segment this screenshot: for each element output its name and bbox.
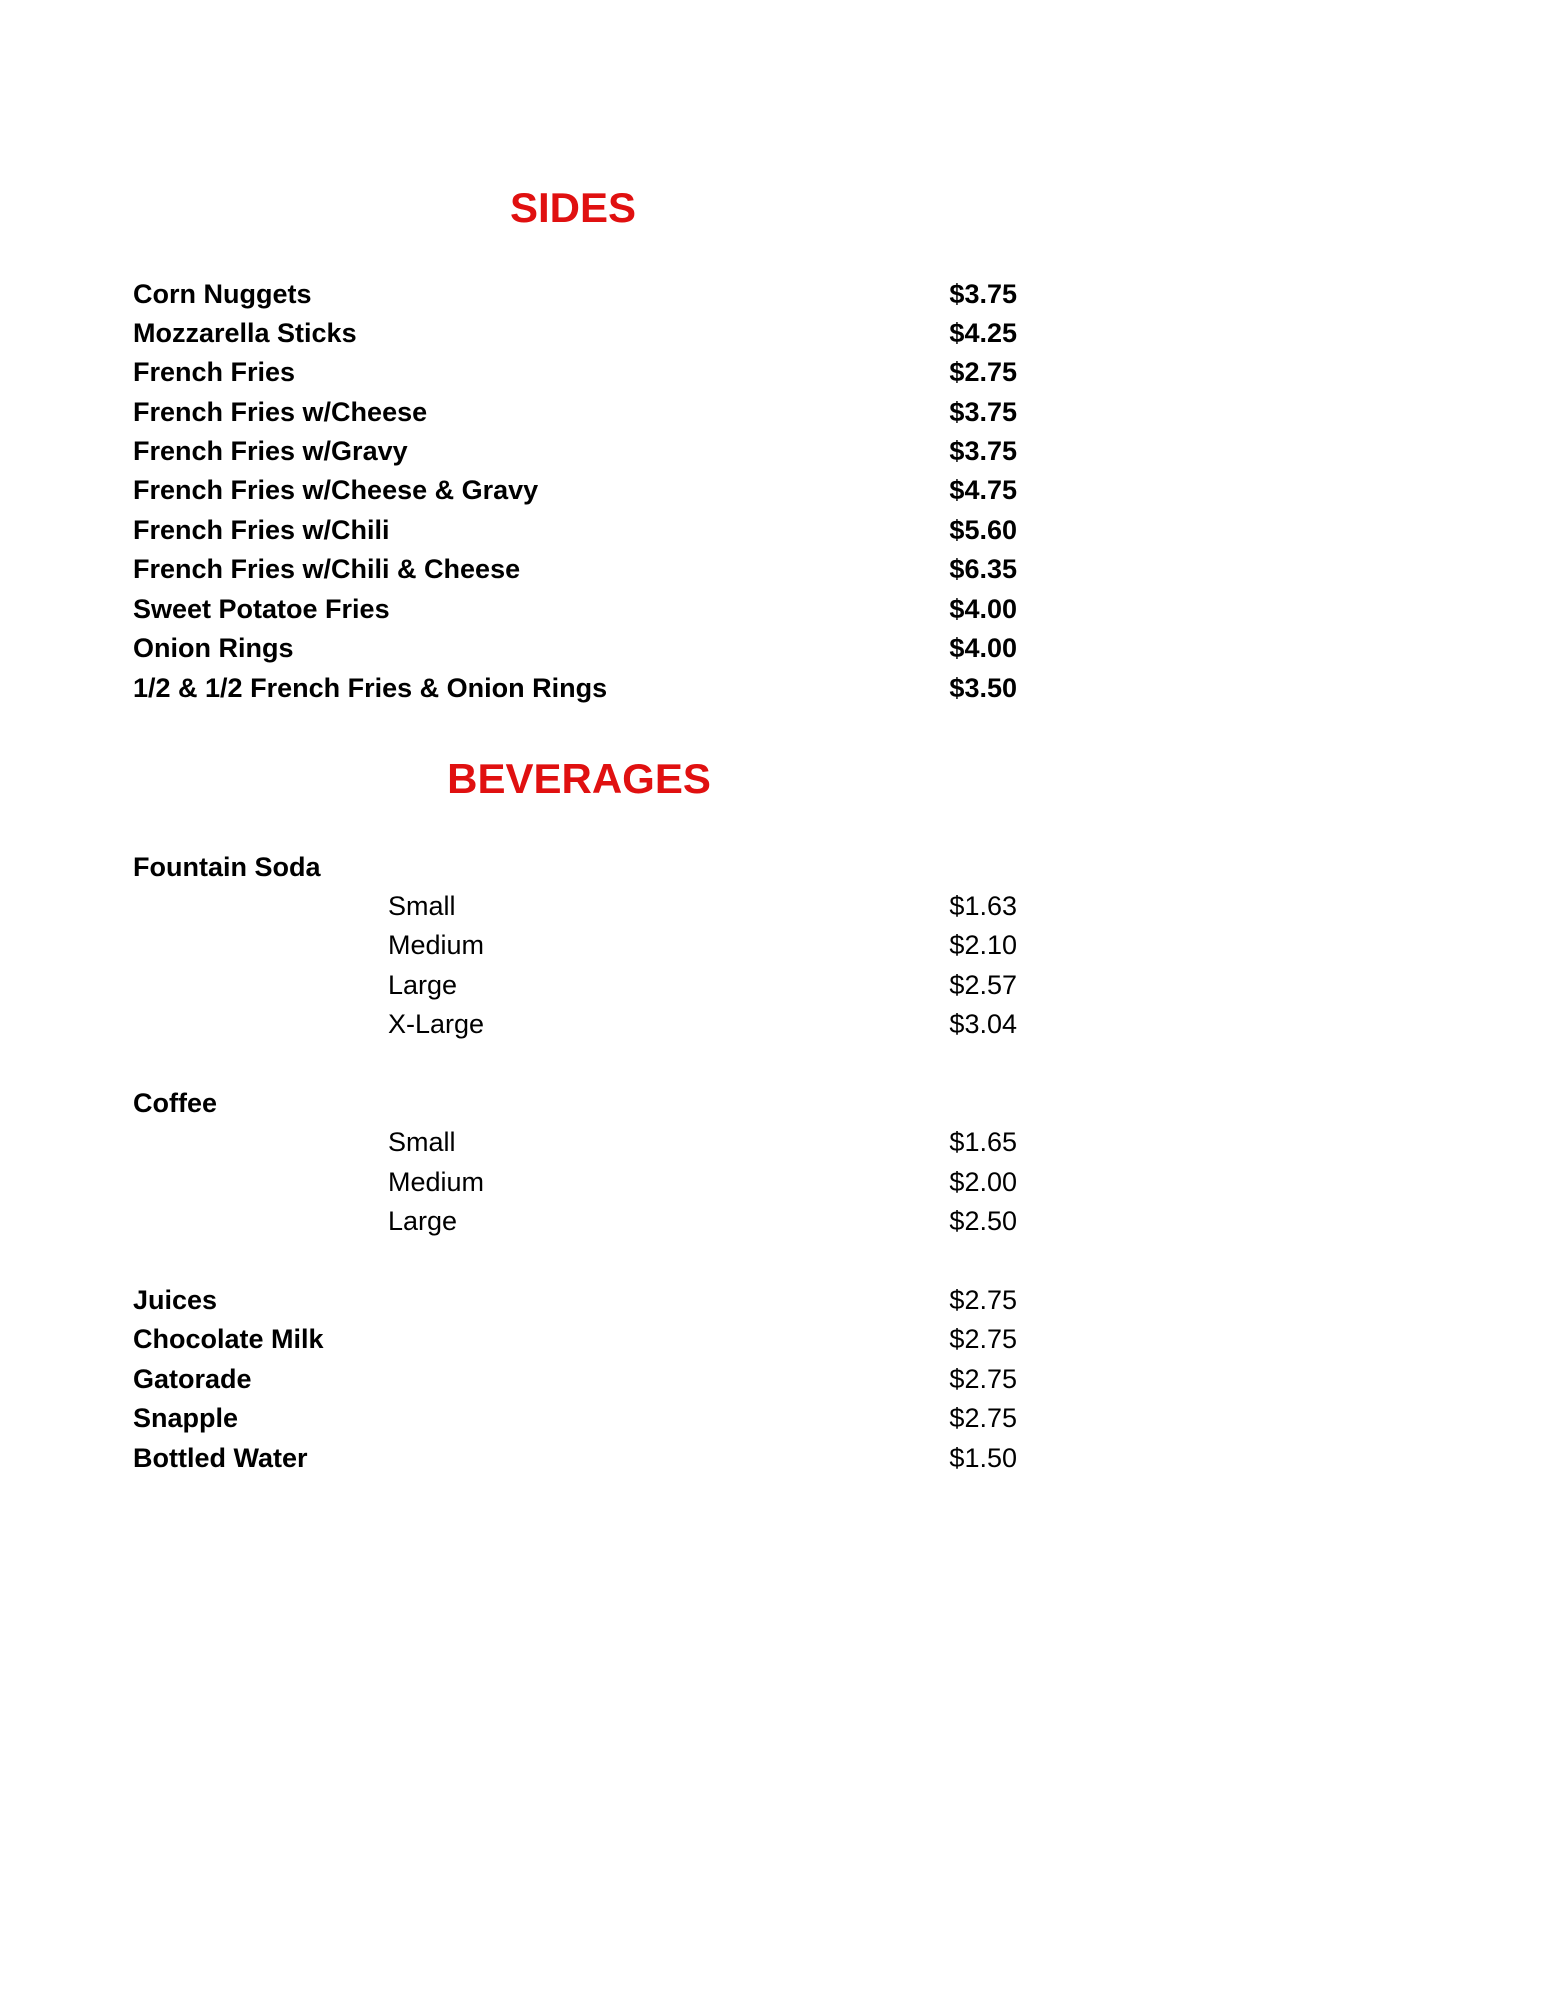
- item-name: French Fries w/Cheese & Gravy: [133, 475, 539, 505]
- item-price: $2.75: [949, 357, 1017, 387]
- item-price: $6.35: [949, 554, 1017, 584]
- item-name: Onion Rings: [133, 633, 294, 663]
- item-price: $3.75: [949, 279, 1017, 309]
- size-name: Large: [388, 1206, 458, 1236]
- item-name: Chocolate Milk: [133, 1324, 324, 1354]
- item-name: Juices: [133, 1285, 218, 1315]
- size-price: $2.50: [949, 1206, 1017, 1236]
- size-row: [133, 1006, 1017, 1042]
- item-price: $3.75: [949, 436, 1017, 466]
- beverages-heading: BEVERAGES: [447, 755, 711, 802]
- item-price: $1.50: [949, 1443, 1017, 1473]
- item-name: 1/2 & 1/2 French Fries & Onion Rings: [133, 673, 608, 703]
- item-price: $4.00: [949, 594, 1017, 624]
- item-price: $4.00: [949, 633, 1017, 663]
- size-name: Medium: [388, 930, 485, 960]
- item-name: Mozzarella Sticks: [133, 318, 357, 348]
- item-price: $2.75: [949, 1324, 1017, 1354]
- item-price: $4.25: [949, 318, 1017, 348]
- item-name: Snapple: [133, 1403, 239, 1433]
- sides-row: [133, 591, 1017, 627]
- size-row: [133, 927, 1017, 963]
- size-name: Small: [388, 1127, 456, 1157]
- item-name: Sweet Potatoe Fries: [133, 594, 390, 624]
- item-price: $5.60: [949, 515, 1017, 545]
- sides-row: [133, 276, 1017, 312]
- item-price: $2.75: [949, 1285, 1017, 1315]
- size-row: [133, 1164, 1017, 1200]
- size-price: $1.63: [949, 891, 1017, 921]
- beverage-row: [133, 1321, 1017, 1357]
- size-row: [133, 967, 1017, 1003]
- item-name: French Fries w/Cheese: [133, 397, 428, 427]
- item-name: Fountain Soda: [133, 852, 321, 882]
- size-name: Medium: [388, 1167, 485, 1197]
- sides-row: [133, 551, 1017, 587]
- beverage-row: [133, 1361, 1017, 1397]
- size-name: X-Large: [388, 1009, 485, 1039]
- item-price: $2.75: [949, 1364, 1017, 1394]
- size-row: [133, 1124, 1017, 1160]
- item-price: $3.50: [949, 673, 1017, 703]
- size-price: $1.65: [949, 1127, 1017, 1157]
- beverage-row: [133, 1440, 1017, 1476]
- sides-row: [133, 315, 1017, 351]
- sides-row: [133, 670, 1017, 706]
- item-price: $2.75: [949, 1403, 1017, 1433]
- sides-row: [133, 512, 1017, 548]
- size-name: Large: [388, 970, 458, 1000]
- item-name: Coffee: [133, 1088, 218, 1118]
- item-name: Gatorade: [133, 1364, 252, 1394]
- sides-heading: SIDES: [509, 184, 637, 231]
- size-price: $2.57: [949, 970, 1017, 1000]
- sides-row: [133, 394, 1017, 430]
- item-name: French Fries w/Chili & Cheese: [133, 554, 521, 584]
- item-price: $4.75: [949, 475, 1017, 505]
- beverage-row: [133, 1282, 1017, 1318]
- sides-row: [133, 433, 1017, 469]
- fountain-soda-label: [133, 849, 1017, 885]
- item-name: French Fries w/Gravy: [133, 436, 408, 466]
- size-row: [133, 888, 1017, 924]
- item-name: French Fries: [133, 357, 296, 387]
- sides-row: [133, 630, 1017, 666]
- coffee-label: [133, 1085, 1017, 1121]
- size-price: $2.10: [949, 930, 1017, 960]
- item-name: French Fries w/Chili: [133, 515, 390, 545]
- item-name: Bottled Water: [133, 1443, 308, 1473]
- size-name: Small: [388, 891, 456, 921]
- size-row: [133, 1203, 1017, 1239]
- sides-row: [133, 354, 1017, 390]
- sides-row: [133, 472, 1017, 508]
- item-price: $3.75: [949, 397, 1017, 427]
- size-price: $2.00: [949, 1167, 1017, 1197]
- item-name: Corn Nuggets: [133, 279, 312, 309]
- size-price: $3.04: [949, 1009, 1017, 1039]
- beverage-row: [133, 1400, 1017, 1436]
